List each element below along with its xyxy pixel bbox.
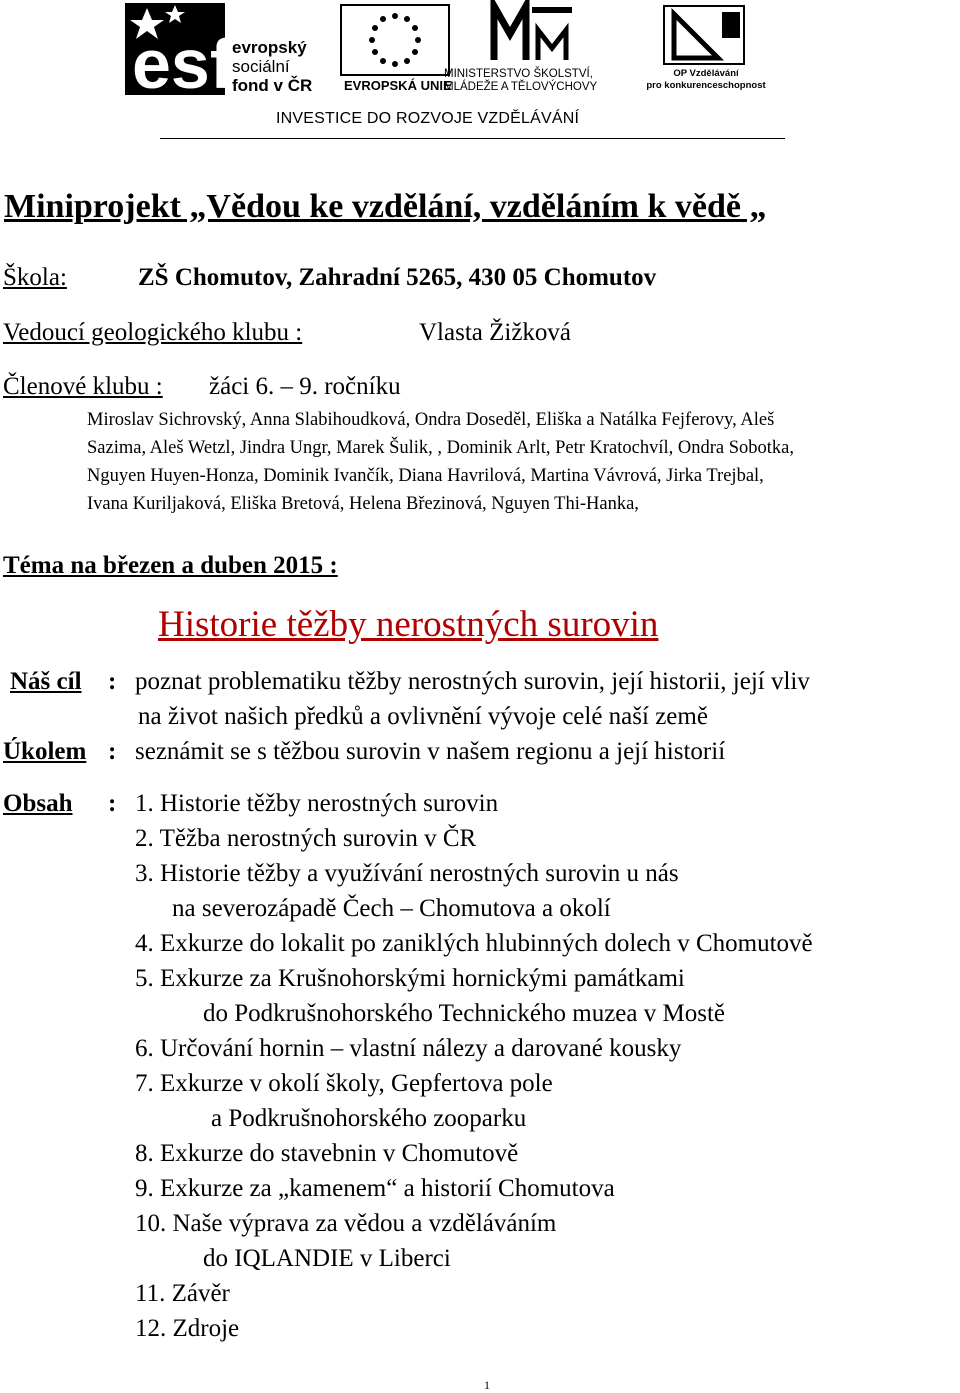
list-num: 12. <box>135 1315 167 1342</box>
op-text <box>644 68 768 92</box>
list-item-3-cont: na severozápadě Čech – Chomutova a okolí <box>172 895 611 922</box>
esf-line2: sociální <box>232 57 290 76</box>
leader-value: Vlasta Žižková <box>419 319 572 346</box>
list-text: Exkurze do lokalit po zaniklých hlubinných dolech v Chomutově <box>160 930 813 957</box>
list-num: 10. <box>135 1210 167 1237</box>
list-num: 7. <box>135 1070 154 1097</box>
list-item-2 <box>135 825 476 853</box>
list-text: Exkurze do stavebnin v Chomutově <box>160 1140 519 1167</box>
members-value: žáci 6. – 9. ročníku <box>209 373 401 400</box>
list-text: Historie těžby a využívání nerostných surovin u nás <box>160 860 679 887</box>
list-num: 1. <box>135 790 154 817</box>
list-item-3 <box>135 860 679 888</box>
topic-heading: Historie těžby nerostných surovin <box>158 604 659 645</box>
msmt-text <box>444 68 597 94</box>
list-item-6 <box>135 1035 681 1063</box>
msmt-logo <box>488 0 578 66</box>
op-line2: pro konkurenceschopnost <box>646 80 766 91</box>
list-text: Zdroje <box>172 1315 240 1342</box>
leader-label: Vedoucí geologického klubu : <box>3 319 303 346</box>
list-item-7 <box>135 1070 553 1098</box>
op-line1: OP Vzdělávání <box>673 68 739 79</box>
list-item-5 <box>135 965 685 993</box>
list-item-4 <box>135 930 813 958</box>
members-label: Členové klubu : <box>3 373 163 400</box>
list-num: 11. <box>135 1280 166 1307</box>
list-item-8 <box>135 1140 518 1168</box>
list-text: Naše výprava za vědou a vzděláváním <box>172 1210 557 1237</box>
page-number: 1 <box>484 1378 490 1392</box>
list-item-7-cont: a Podkrušnohorského zooparku <box>211 1105 527 1132</box>
list-text: Těžba nerostných surovin v ČR <box>159 825 477 852</box>
content-colon: : <box>108 790 117 817</box>
task-label: Úkolem <box>3 738 87 765</box>
svg-text:esf: esf <box>132 25 234 100</box>
theme-label: Téma na březen a duben 2015 : <box>3 552 338 579</box>
task-colon: : <box>108 738 117 765</box>
members-line-1: Miroslav Sichrovský, Anna Slabihoudková, Ondra Doseděl, Eliška a Natálka Fejferovy, Aleš <box>87 410 775 430</box>
goal-line-1: poznat problematiku těžby nerostných surovin, její historii, její vliv <box>135 668 810 695</box>
list-item-10 <box>135 1210 556 1238</box>
esf-text <box>232 38 312 95</box>
header-logos <box>0 0 960 140</box>
members-line-3: Nguyen Huyen-Honza, Dominik Ivančík, Diana Havrilová, Martina Vávrová, Jirka Trejbal, <box>87 466 764 486</box>
esf-line1: evropský <box>232 38 307 57</box>
list-item-5-cont: do Podkrušnohorského Technického muzea v Mostě <box>203 1000 725 1027</box>
list-item-10-cont: do IQLANDIE v Liberci <box>203 1245 451 1272</box>
list-num: 3. <box>135 860 154 887</box>
esf-line3: fond v ČR <box>232 76 313 95</box>
members-line-2: Sazima, Aleš Wetzl, Jindra Ungr, Marek Šulik, , Dominik Arlt, Petr Kratochvíl, Ondra Sobotka, <box>87 438 795 458</box>
goal-label: Náš cíl <box>10 668 82 695</box>
page-title: Miniprojekt „Vědou ke vzdělání, vzděláním k vědě „ <box>4 188 767 225</box>
list-item-1 <box>135 790 498 818</box>
list-num: 9. <box>135 1175 154 1202</box>
task-text: seznámit se s těžbou surovin v našem regionu a její historií <box>135 738 726 765</box>
msmt-line2: MLÁDEŽE A TĚLOVÝCHOVY <box>444 81 598 93</box>
list-text: Historie těžby nerostných surovin <box>160 790 499 817</box>
list-item-11 <box>135 1280 230 1308</box>
list-item-9 <box>135 1175 615 1203</box>
list-text: Exkurze za Krušnohorskými hornickými památkami <box>160 965 685 992</box>
list-num: 6. <box>135 1035 154 1062</box>
members-line-4: Ivana Kuriljaková, Eliška Bretová, Helena Březinová, Nguyen Thi-Hanka, <box>87 494 639 514</box>
msmt-line1: MINISTERSTVO ŠKOLSTVÍ, <box>444 68 593 80</box>
list-text: Určování hornin – vlastní nálezy a darované kousky <box>160 1035 682 1062</box>
op-logo <box>660 2 750 68</box>
school-value: ZŠ Chomutov, Zahradní 5265, 430 05 Chomutov <box>138 264 657 291</box>
list-text: Exkurze v okolí školy, Gepfertova pole <box>160 1070 553 1097</box>
list-num: 4. <box>135 930 154 957</box>
school-label: Škola: <box>3 264 67 291</box>
list-text: Závěr <box>171 1280 230 1307</box>
header-rule <box>160 138 785 139</box>
list-num: 8. <box>135 1140 154 1167</box>
list-item-12 <box>135 1315 239 1343</box>
tagline: INVESTICE DO ROZVOJE VZDĚLÁVÁNÍ <box>276 110 580 127</box>
goal-colon: : <box>108 668 117 695</box>
content-label: Obsah <box>3 790 73 817</box>
list-num: 5. <box>135 965 154 992</box>
list-num: 2. <box>135 825 154 852</box>
eu-flag-icon <box>340 4 450 76</box>
list-text: Exkurze za „kamenem“ a historií Chomutova <box>160 1175 615 1202</box>
goal-line-2: na život našich předků a ovlivnění vývoje celé naší země <box>138 703 708 730</box>
eu-caption: EVROPSKÁ UNIE <box>344 78 452 93</box>
